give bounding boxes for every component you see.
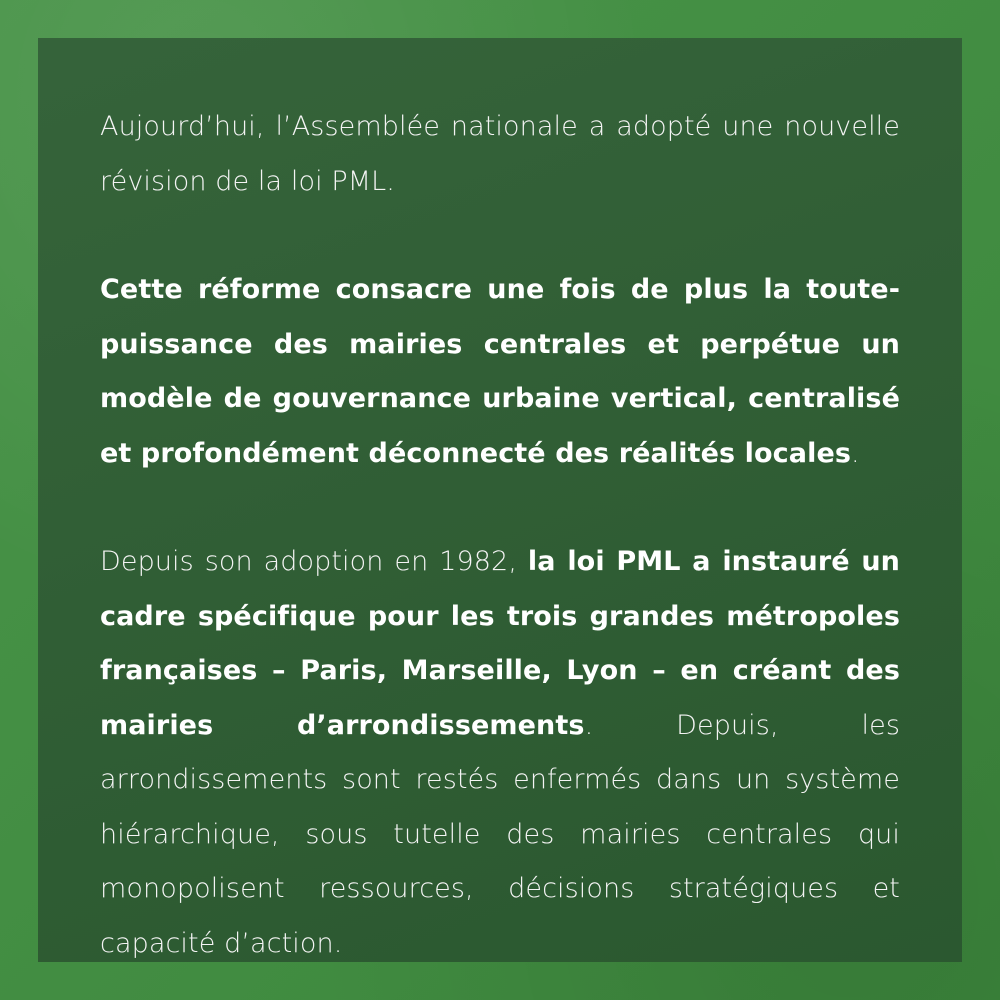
paragraph-spacer: [100, 209, 900, 263]
reform-end-punctuation: .: [851, 437, 860, 469]
history-bold-text: la loi PML a instauré un cadre spécifique pour les trois grandes métropoles françaises – Paris, Marseille, Lyon – en créant des mairies d’arrondissements: [100, 546, 901, 741]
paragraph-reform: [100, 263, 900, 481]
text-panel: [38, 38, 962, 962]
history-lead-text: Depuis son adoption en 1982,: [100, 546, 528, 577]
paragraph-intro: Aujourd’hui, l’Assemblée nationale a adopté une nouvelle révision de la loi PML.: [100, 111, 900, 197]
reform-bold-text: Cette réforme consacre une fois de plus la toute-puissance des mairies centrales et perpétue un modèle de gouvernance urbaine vertical, centralisé et profondément déconnecté des réalités locales: [100, 274, 900, 469]
paragraph-history: [100, 535, 900, 971]
history-rest-text: . Depuis, les arrondissements sont restés enfermés dans un système hiérarchique, sous tutelle des mairies centrales qui monopolisent ressources, décisions stratégiques et capacité d’action.: [100, 709, 900, 959]
paragraph-spacer: [100, 481, 900, 535]
